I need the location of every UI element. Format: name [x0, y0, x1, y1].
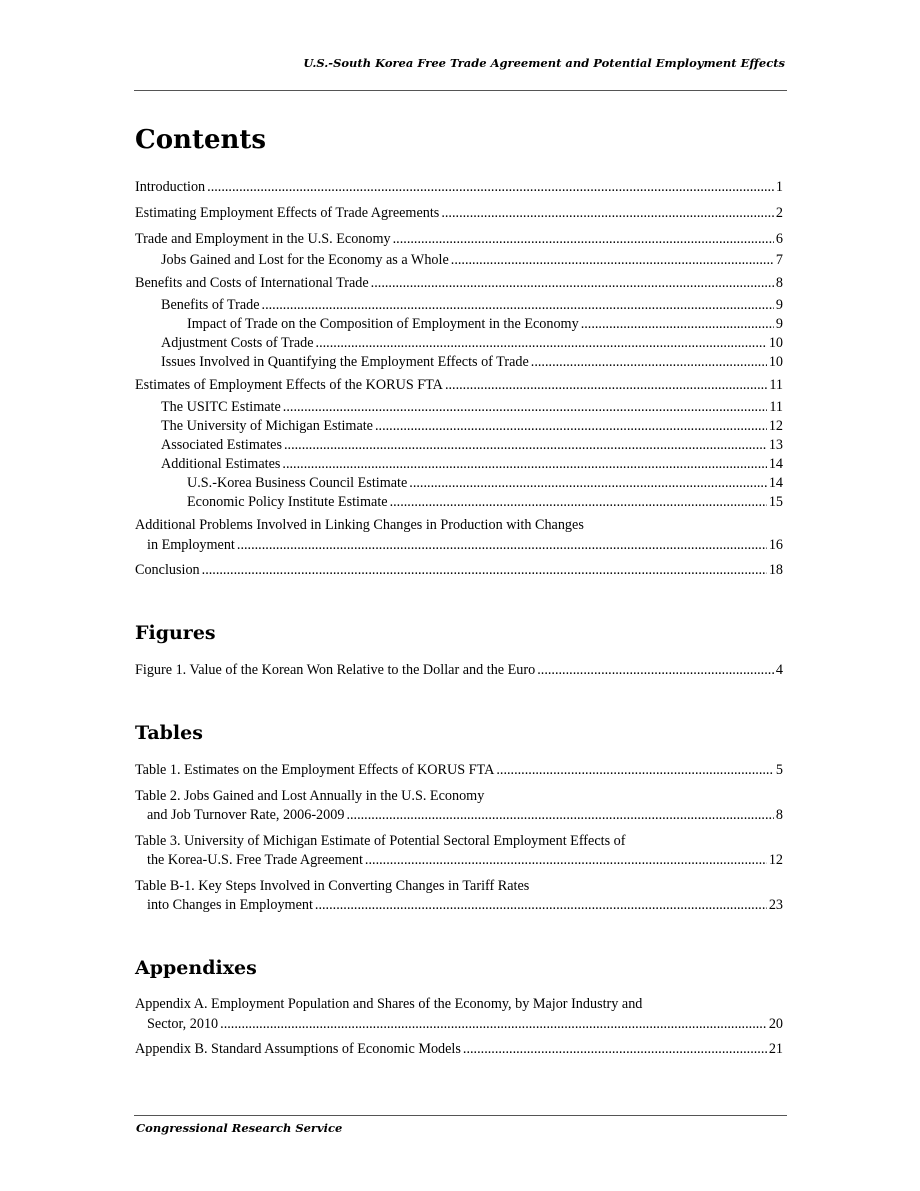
toc-entry-page: 11: [769, 399, 783, 415]
toc-entry[interactable]: [147, 806, 783, 824]
toc-entry-page: 14: [768, 456, 783, 472]
toc-entry-page: 11: [769, 377, 783, 393]
toc-entry-text: U.S.-Korea Business Council Estimate: [187, 475, 408, 491]
toc-entry-page: 10: [768, 354, 783, 370]
toc-entry-text: Introduction: [135, 179, 206, 195]
toc-entry[interactable]: [187, 493, 783, 511]
toc-entry[interactable]: [135, 561, 783, 579]
toc-entry-line1[interactable]: Appendix A. Employment Population and Shares of the Economy, by Major Industry and: [135, 996, 643, 1012]
toc-entry[interactable]: [135, 661, 783, 679]
toc-entry-text: Figure 1. Value of the Korean Won Relative to the Dollar and the Euro: [135, 662, 536, 678]
toc-entry-page: 12: [768, 418, 783, 434]
toc-entry-page: 13: [768, 437, 783, 453]
toc-entry-page: 18: [768, 562, 783, 578]
toc-entry[interactable]: [187, 315, 783, 333]
toc-entry[interactable]: [135, 761, 783, 779]
toc-entry-line1[interactable]: Additional Problems Involved in Linking Changes in Production with Changes: [135, 517, 584, 533]
toc-entry-text: Additional Estimates: [161, 456, 281, 472]
toc-entry-line1[interactable]: Table 3. University of Michigan Estimate of Potential Sectoral Employment Effects of: [135, 833, 626, 849]
toc-entry[interactable]: [161, 353, 783, 371]
toc-entry-page: 6: [775, 231, 783, 247]
toc-entry-text: Trade and Employment in the U.S. Economy: [135, 231, 391, 247]
toc-entry-page: 23: [768, 897, 783, 913]
toc-entry-page: 8: [775, 275, 783, 291]
toc-entry-page: 10: [768, 335, 783, 351]
toc-entry[interactable]: [135, 274, 783, 292]
header-divider: [134, 90, 787, 91]
toc-entry[interactable]: [147, 536, 783, 554]
toc-entry-page: 7: [775, 252, 783, 268]
toc-entry-page: 15: [768, 494, 783, 510]
toc-entry-page: 21: [768, 1041, 783, 1057]
toc-entry-text: Appendix B. Standard Assumptions of Economic Models: [135, 1041, 461, 1057]
toc-entry-text: Estimates of Employment Effects of the KORUS FTA: [135, 377, 443, 393]
toc-entry[interactable]: [147, 1015, 783, 1033]
toc-entry-text: Sector, 2010: [147, 1016, 219, 1032]
toc-entry-page: 4: [775, 662, 783, 678]
toc-entry-page: 16: [768, 537, 783, 553]
toc-entry-page: 12: [768, 852, 783, 868]
toc-entry-text: the Korea-U.S. Free Trade Agreement: [147, 852, 363, 868]
toc-entry-text: Benefits and Costs of International Trade: [135, 275, 369, 291]
toc-entry-page: 5: [775, 762, 783, 778]
figures-heading: Figures: [135, 622, 216, 644]
toc-entry[interactable]: [135, 178, 783, 196]
tables-heading: Tables: [135, 722, 203, 744]
toc-entry[interactable]: [135, 1040, 783, 1058]
toc-entry-text: The USITC Estimate: [161, 399, 281, 415]
toc-entry-text: Issues Involved in Quantifying the Employment Effects of Trade: [161, 354, 529, 370]
toc-entry[interactable]: [135, 376, 783, 394]
toc-entry-text: Adjustment Costs of Trade: [161, 335, 314, 351]
toc-entry-page: 8: [775, 807, 783, 823]
toc-entry-text: Benefits of Trade: [161, 297, 260, 313]
footer: Congressional Research Service: [136, 1121, 343, 1135]
toc-entry-page: 20: [768, 1016, 783, 1032]
toc-entry[interactable]: [161, 398, 783, 416]
toc-entry-line1[interactable]: Table B-1. Key Steps Involved in Converting Changes in Tariff Rates: [135, 878, 530, 894]
toc-entry[interactable]: [147, 896, 783, 914]
toc-entry[interactable]: [135, 204, 783, 222]
footer-divider: [134, 1115, 787, 1116]
appendixes-heading: Appendixes: [135, 957, 257, 979]
toc-entry-line1[interactable]: Table 2. Jobs Gained and Lost Annually in the U.S. Economy: [135, 788, 485, 804]
toc-entry-text: and Job Turnover Rate, 2006-2009: [147, 807, 345, 823]
toc-entry[interactable]: [161, 296, 783, 314]
toc-entry-text: The University of Michigan Estimate: [161, 418, 373, 434]
toc-entry-text: Table 1. Estimates on the Employment Effects of KORUS FTA: [135, 762, 495, 778]
toc-entry-page: 1: [775, 179, 783, 195]
toc-entry-text: Jobs Gained and Lost for the Economy as a Whole: [161, 252, 449, 268]
toc-entry-text: into Changes in Employment: [147, 897, 313, 913]
toc-entry-page: 14: [768, 475, 783, 491]
toc-entry[interactable]: [187, 474, 783, 492]
toc-entry-page: 9: [775, 297, 783, 313]
toc-entry[interactable]: [161, 251, 783, 269]
toc-entry-text: in Employment: [147, 537, 235, 553]
running-header: U.S.-South Korea Free Trade Agreement and Potential Employment Effects: [303, 56, 785, 70]
toc-entry[interactable]: [147, 851, 783, 869]
toc-entry-text: Economic Policy Institute Estimate: [187, 494, 388, 510]
toc-entry[interactable]: [161, 455, 783, 473]
toc-entry-text: Impact of Trade on the Composition of Employment in the Economy: [187, 316, 579, 332]
toc-entry-page: 9: [775, 316, 783, 332]
toc-entry-text: Estimating Employment Effects of Trade Agreements: [135, 205, 440, 221]
toc-entry-page: 2: [775, 205, 783, 221]
contents-heading: Contents: [135, 125, 267, 155]
toc-entry-text: Conclusion: [135, 562, 200, 578]
toc-entry[interactable]: [161, 436, 783, 454]
toc-entry[interactable]: [135, 230, 783, 248]
toc-entry-text: Associated Estimates: [161, 437, 282, 453]
toc-entry[interactable]: [161, 334, 783, 352]
toc-entry[interactable]: [161, 417, 783, 435]
